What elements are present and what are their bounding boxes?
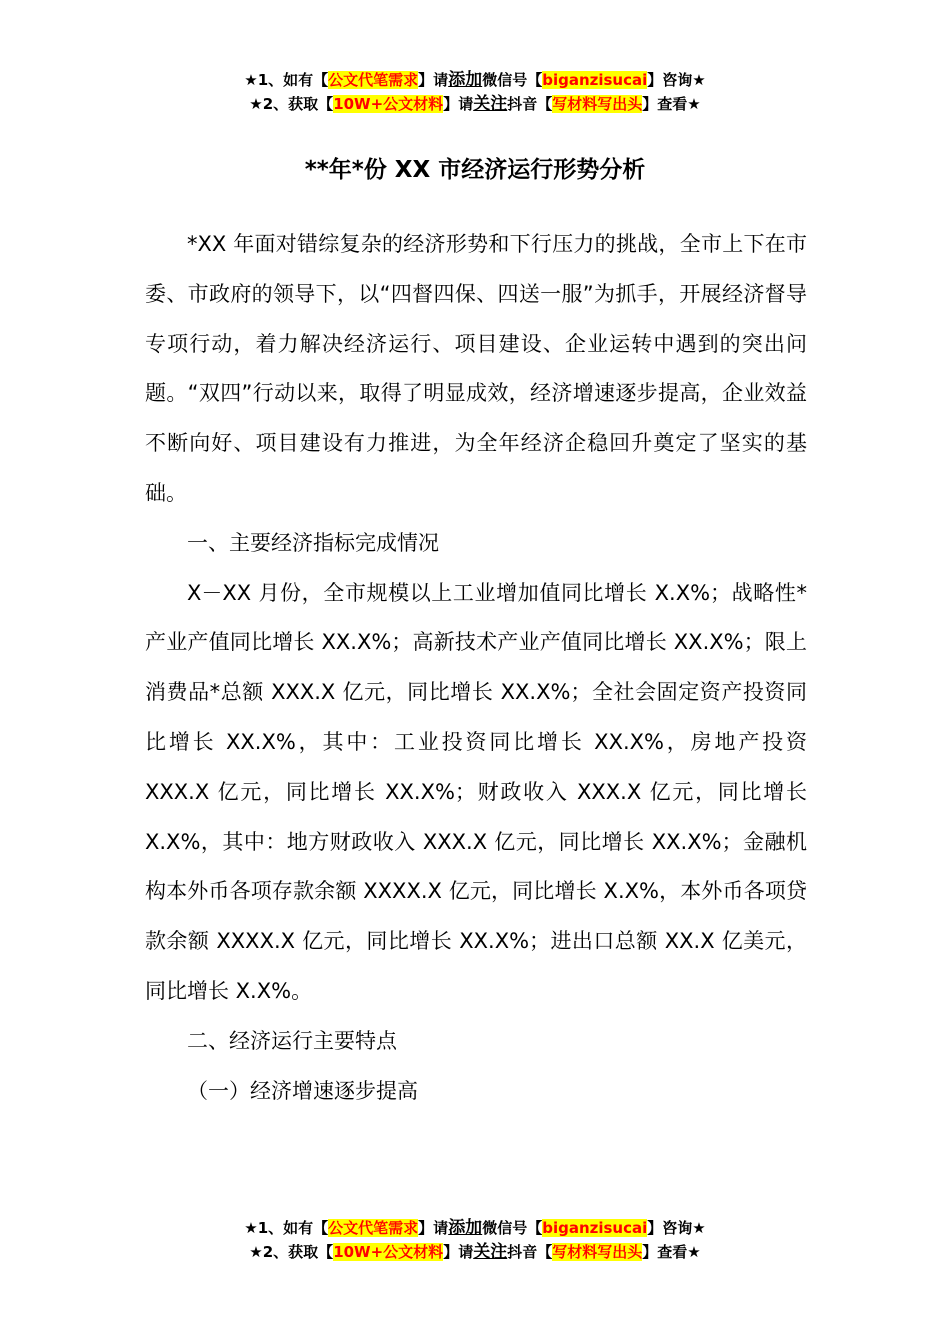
header-ad-banner <box>0 68 950 116</box>
banner-line-2 <box>0 1240 950 1264</box>
banner-text: 微信号【 <box>482 71 543 89</box>
banner-text: ★1、如有【 <box>244 71 329 89</box>
banner-line-2 <box>0 92 950 116</box>
banner-line-1 <box>0 1216 950 1240</box>
footer-ad-banner <box>0 1216 950 1264</box>
banner-highlight: 10W+公文材料 <box>333 95 444 113</box>
banner-line-1 <box>0 68 950 92</box>
intro-paragraph: *XX 年面对错综复杂的经济形势和下行压力的挑战，全市上下在市委、市政府的领导下，以“四督四保、四送一服”为抓手，开展经济督导专项行动，着力解决经济运行、项目建设、企业运转中遇到的突出问题。“双四”行动以来，取得了明显成效，经济增速逐步提高，企业效益不断向好、项目建设有力推进，为全年经济企稳回升奠定了坚实的基础。 <box>145 232 807 505</box>
banner-text: ★2、获取【 <box>249 1243 334 1261</box>
document-title: **年*份 XX 市经济运行形势分析 <box>304 157 646 183</box>
banner-text: 】请 <box>418 71 449 89</box>
banner-highlight: 公文代笔需求 <box>328 71 419 89</box>
section-1-heading: 一、主要经济指标完成情况 <box>187 530 439 555</box>
banner-highlight: 公文代笔需求 <box>328 1219 419 1237</box>
banner-underlined: 关注 <box>473 1242 508 1262</box>
banner-text: 微信号【 <box>482 1219 543 1237</box>
banner-text: ★1、如有【 <box>244 1219 329 1237</box>
banner-highlight: 10W+公文材料 <box>333 1243 444 1261</box>
banner-text: 抖音【 <box>507 95 553 113</box>
banner-douyin-name: 写材料写出头 <box>552 95 643 113</box>
banner-douyin-name: 写材料写出头 <box>552 1243 643 1261</box>
document-body <box>145 220 807 1116</box>
banner-text: 】请 <box>443 1243 474 1261</box>
banner-text: 】查看★ <box>642 95 701 113</box>
banner-underlined: 关注 <box>473 94 508 114</box>
banner-text: 】请 <box>418 1219 449 1237</box>
banner-text: ★2、获取【 <box>249 95 334 113</box>
section-2-heading: 二、经济运行主要特点 <box>187 1028 397 1053</box>
banner-wechat-id: biganzisucai <box>542 71 648 89</box>
banner-text: 抖音【 <box>507 1243 553 1261</box>
banner-underlined: 添加 <box>448 70 483 90</box>
subsection-1-heading: （一）经济增速逐步提高 <box>187 1078 418 1103</box>
banner-text: 】咨询★ <box>647 71 706 89</box>
section-1-paragraph: X－XX 月份，全市规模以上工业增加值同比增长 X.X%；战略性*产业产值同比增长 XX.X%；高新技术产业产值同比增长 XX.X%；限上消费品*总额 XXX.X 亿元，同比增长 XX.X%；全社会固定资产投资同比增长 XX.X%，其中：工业投资同比增长 XX.X%，房地产投资 XXX.X 亿元，同比增长 XX.X%；财政收入 XXX.X 亿元，同比增长 X.X%，其中：地方财政收入 XXX.X 亿元，同比增长 XX.X%；金融机构本外币各项存款余额 XXXX.X 亿元，同比增长 X.X%，本外币各项贷款余额 XXXX.X 亿元，同比增长 XX.X%；进出口总额 XX.X 亿美元，同比增长 X.X%。 <box>145 580 807 1003</box>
banner-text: 】咨询★ <box>647 1219 706 1237</box>
banner-text: 】请 <box>443 95 474 113</box>
banner-underlined: 添加 <box>448 1218 483 1238</box>
banner-wechat-id: biganzisucai <box>542 1219 648 1237</box>
banner-text: 】查看★ <box>642 1243 701 1261</box>
